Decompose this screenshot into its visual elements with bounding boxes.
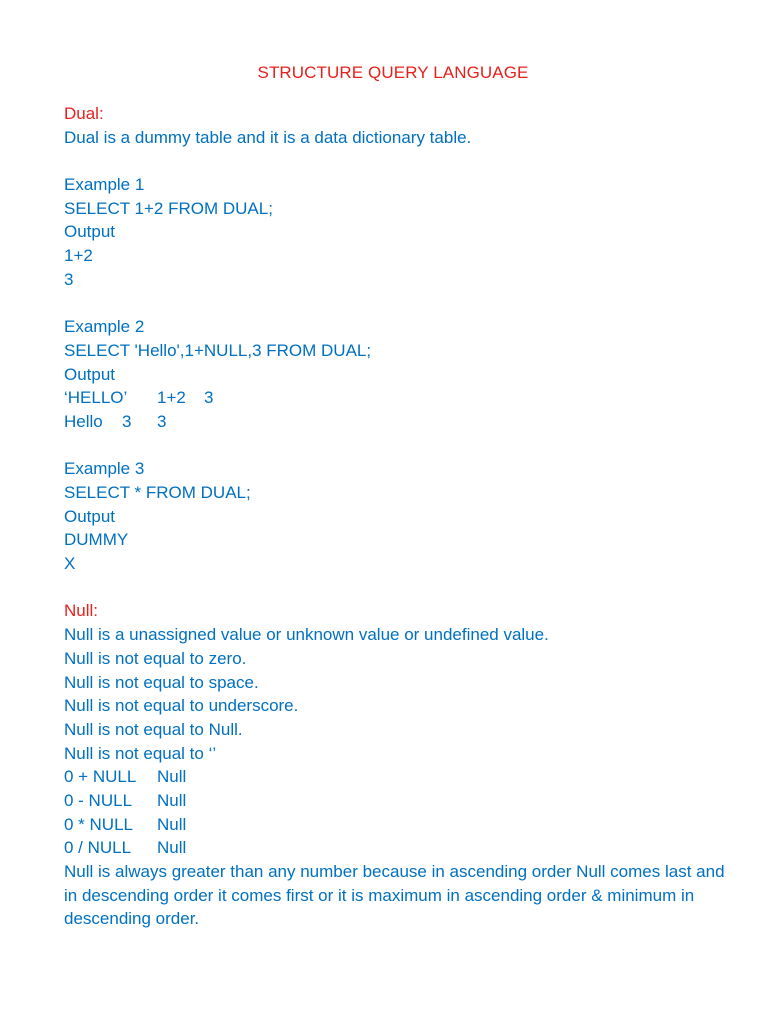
null-heading: Null:	[64, 601, 99, 621]
null-operation-result: Null	[157, 838, 187, 858]
null-operation-expr: 0 * NULL	[64, 814, 133, 834]
example2-value-cell: 3	[122, 411, 132, 431]
null-line: Null is not equal to underscore.	[64, 696, 299, 716]
example1-output-header: 1+2	[64, 246, 93, 266]
example3-output-label: Output	[64, 506, 116, 526]
example1-output-value: 3	[64, 269, 74, 289]
null-operation-result: Null	[157, 767, 187, 787]
example2-label: Example 2	[64, 317, 145, 337]
null-operation-row	[64, 813, 734, 837]
null-operation-result: Null	[157, 814, 187, 834]
null-operation-expr: 0 + NULL	[64, 767, 137, 787]
example2-output-header-row	[64, 386, 734, 410]
null-operation-row	[64, 836, 734, 860]
spacer	[64, 576, 734, 600]
null-operation-expr: 0 - NULL	[64, 790, 133, 810]
spacer	[64, 149, 734, 173]
example2-header-cell: ‘HELLO’	[64, 388, 128, 408]
document-body	[64, 102, 734, 931]
example1-label: Example 1	[64, 175, 145, 195]
spacer	[64, 434, 734, 458]
null-operation-result: Null	[157, 790, 187, 810]
example3-output-header: DUMMY	[64, 530, 129, 550]
example2-output-value-row	[64, 410, 734, 434]
example2-output-label: Output	[64, 364, 116, 384]
null-ordering-note: Null is always greater than any number because in ascending order Null comes last and in descending order it comes first or it is maximum in ascending order & minimum in descending order.	[64, 862, 725, 929]
example3-label: Example 3	[64, 459, 145, 479]
spacer	[64, 292, 734, 316]
null-line: Null is not equal to Null.	[64, 719, 243, 739]
null-operation-expr: 0 / NULL	[64, 838, 132, 858]
example1-output-label: Output	[64, 222, 116, 242]
example1-query: SELECT 1+2 FROM DUAL;	[64, 198, 273, 218]
example2-value-cell: Hello	[64, 411, 103, 431]
null-operation-row	[64, 789, 734, 813]
example3-query: SELECT * FROM DUAL;	[64, 483, 251, 502]
document-title: STRUCTURE QUERY LANGUAGE	[257, 63, 529, 82]
null-line: Null is not equal to ‘’	[64, 743, 217, 763]
example2-value-cell: 3	[157, 411, 167, 431]
example2-query: SELECT 'Hello',1+NULL,3 FROM DUAL;	[64, 340, 372, 360]
null-line: Null is a unassigned value or unknown value or undefined value.	[64, 625, 549, 645]
dual-description: Dual is a dummy table and it is a data dictionary table.	[64, 127, 472, 147]
null-operation-row	[64, 765, 734, 789]
example2-header-cell: 1+2	[157, 388, 186, 408]
example3-output-value: X	[64, 554, 76, 574]
example2-header-cell: 3	[204, 388, 214, 408]
null-line: Null is not equal to zero.	[64, 648, 247, 668]
null-line: Null is not equal to space.	[64, 672, 259, 692]
dual-heading: Dual:	[64, 104, 104, 123]
